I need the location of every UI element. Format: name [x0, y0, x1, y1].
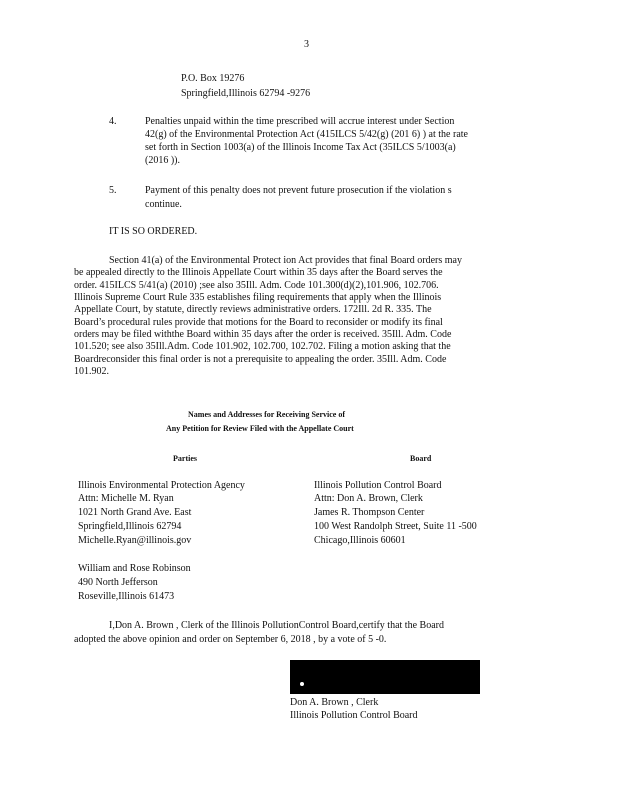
paragraph-line: order. 415ILCS 5/41(a) (2010) ;see also 35Ill. Adm. Code 101.300(d)(2),101.906, 102.706.: [74, 280, 439, 291]
party-line: Attn: Michelle M. Ryan: [78, 493, 174, 504]
signer-title: Illinois Pollution Control Board: [290, 710, 418, 721]
paragraph-line: 101.902.: [74, 366, 109, 377]
certification-line: I,Don A. Brown , Clerk of the Illinois PollutionControl Board,certify that the Board: [109, 620, 444, 631]
party-line: 1021 North Grand Ave. East: [78, 507, 192, 518]
party-email: Michelle.Ryan@illinois.gov: [78, 535, 192, 546]
paragraph-line: Boardreconsider this final order is not a prerequisite to appealing the order. 35Ill. Adm. Code: [74, 354, 447, 365]
party-line: William and Rose Robinson: [78, 563, 191, 574]
party-line: Roseville,Illinois 61473: [78, 591, 175, 602]
redacted-signature: [290, 660, 480, 694]
ordered-statement: IT IS SO ORDERED.: [109, 226, 198, 237]
service-heading-line-2: Any Petition for Review Filed with the Appellate Court: [166, 424, 354, 433]
item-number: 5.: [109, 185, 117, 196]
item-line: continue.: [145, 199, 182, 210]
signer-name: Don A. Brown , Clerk: [290, 697, 379, 708]
service-heading-line-1: Names and Addresses for Receiving Service of: [188, 410, 346, 419]
item-line: Payment of this penalty does not prevent future prosecution if the violation s: [145, 185, 452, 196]
paragraph-line: be appealed directly to the Illinois Appellate Court within 35 days after the Board serves the: [74, 267, 443, 278]
paragraph-line: Board’s procedural rules provide that motions for the Board to reconsider or modify its final: [74, 317, 443, 328]
board-line: 100 West Randolph Street, Suite 11 -500: [314, 521, 477, 532]
board-label: Board: [410, 454, 432, 463]
certification-line: adopted the above opinion and order on September 6, 2018 , by a vote of 5 -0.: [74, 634, 387, 645]
party-line: Springfield,Illinois 62794: [78, 521, 182, 532]
board-line: Chicago,Illinois 60601: [314, 535, 406, 546]
party-line: 490 North Jefferson: [78, 577, 158, 588]
item-line: set forth in Section 1003(a) of the Illinois Income Tax Act (35ILCS 5/1003(a): [145, 142, 456, 153]
address-line-2: Springfield,Illinois 62794 -9276: [181, 88, 311, 99]
parties-label: Parties: [173, 454, 197, 463]
item-line: Penalties unpaid within the time prescribed will accrue interest under Section: [145, 116, 455, 127]
address-line-1: P.O. Box 19276: [181, 73, 245, 84]
paragraph-line: Illinois Supreme Court Rule 335 establishes filing requirements that apply when the Illinois: [74, 292, 442, 303]
party-line: Illinois Environmental Protection Agency: [78, 480, 245, 491]
board-line: James R. Thompson Center: [314, 507, 425, 518]
paragraph-line: orders may be filed withthe Board within 35 days after the order is received. 35Ill. Adm. Code: [74, 329, 452, 340]
paragraph-line: Appellate Court, by statute, directly reviews administrative orders. 172Ill. 2d R. 335. The: [74, 304, 432, 315]
item-line: 42(g) of the Environmental Protection Act (415ILCS 5/42(g) (201 6) ) at the rate: [145, 129, 468, 140]
page-number: 3: [304, 39, 309, 50]
paragraph-line: Section 41(a) of the Environmental Protect ion Act provides that final Board orders may: [109, 255, 462, 266]
item-line: (2016 )).: [145, 155, 180, 166]
paragraph-line: 101.520; see also 35Ill.Adm. Code 101.902, 102.700, 102.702. Filing a motion asking that the: [74, 341, 451, 352]
board-line: Illinois Pollution Control Board: [314, 480, 442, 491]
board-line: Attn: Don A. Brown, Clerk: [314, 493, 423, 504]
item-number: 4.: [109, 116, 117, 127]
signature-mark: [300, 682, 304, 686]
